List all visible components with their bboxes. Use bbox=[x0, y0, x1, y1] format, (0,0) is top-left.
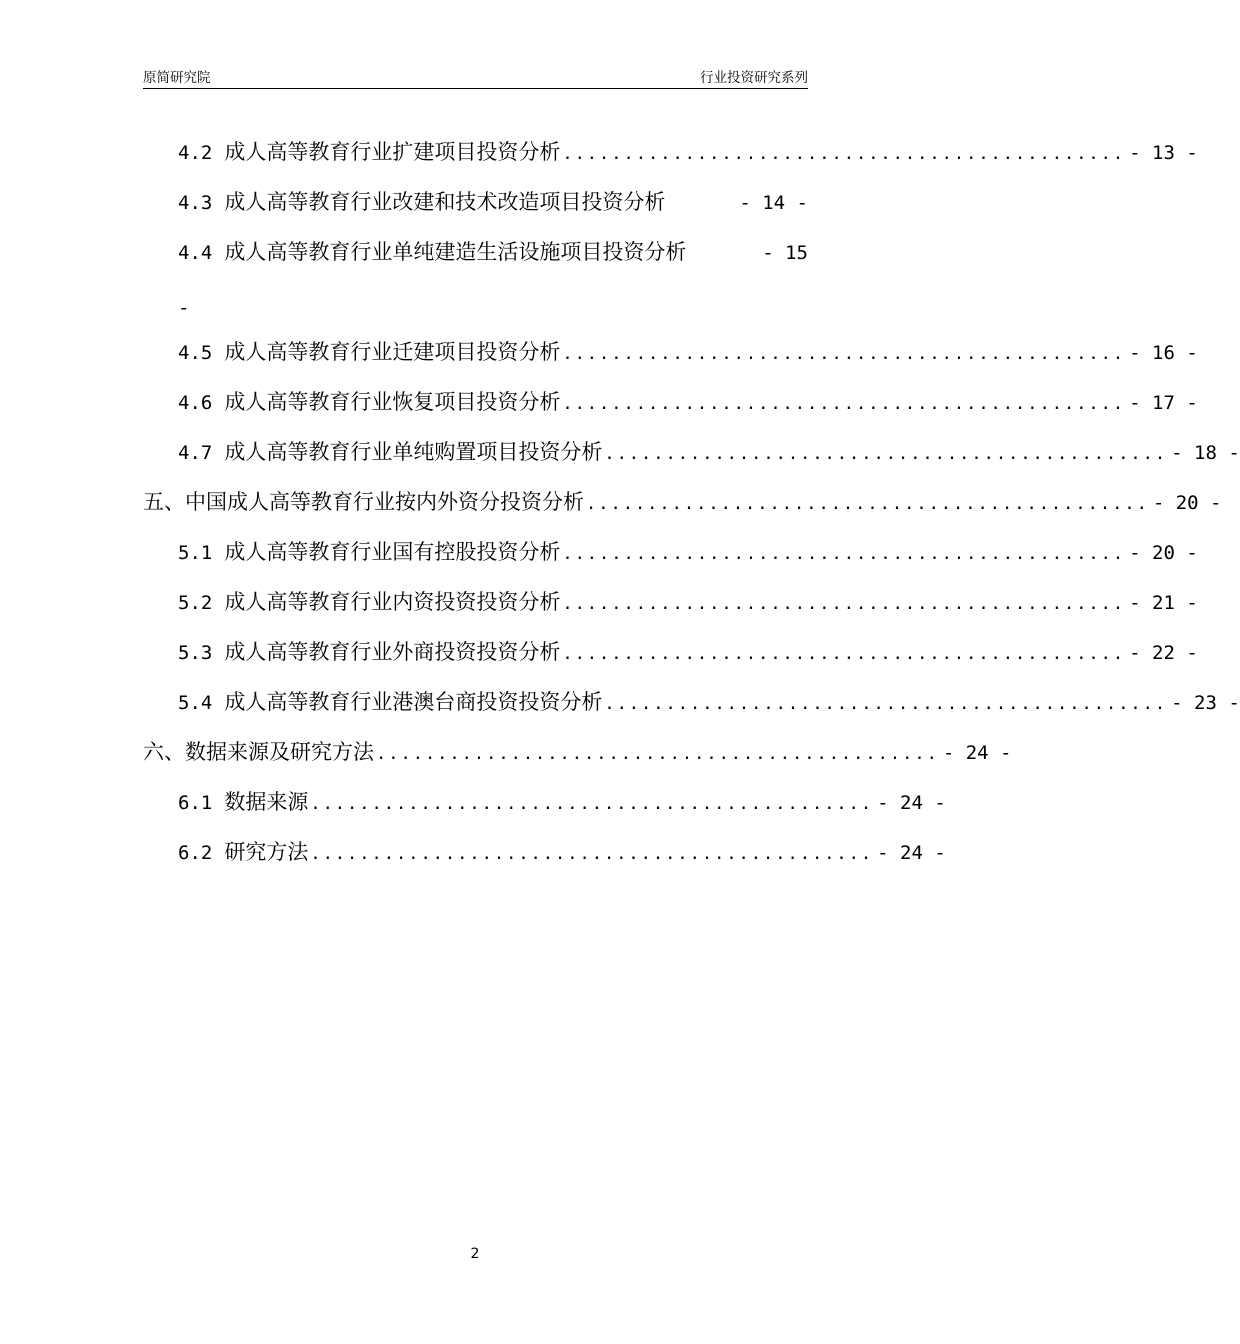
toc-entry-number: 6.1 bbox=[178, 792, 213, 814]
toc-leader-dots: .............................................. bbox=[562, 644, 1126, 664]
toc-entry-4-6[interactable] bbox=[178, 382, 1198, 422]
toc-entry-6-1[interactable] bbox=[178, 782, 946, 822]
toc-entry-title: 成人高等教育行业改建和技术改造项目投资分析 bbox=[224, 190, 666, 214]
toc-leader-dots: .............................................. bbox=[604, 444, 1168, 464]
toc-entry-4-4-continuation: - bbox=[178, 297, 190, 319]
toc-entry-title: 数据来源 bbox=[224, 790, 309, 814]
toc-leader-dots: .............................................. bbox=[562, 544, 1126, 564]
toc-entry-page: - 24 - bbox=[942, 742, 1012, 764]
toc-entry-page: - 16 - bbox=[1129, 342, 1198, 364]
toc-entry-page: - 23 - bbox=[1171, 692, 1240, 714]
header-series: 行业投资研究系列 bbox=[700, 70, 808, 86]
toc-entry-title: 成人高等教育行业单纯购置项目投资分析 bbox=[224, 440, 603, 464]
toc-entry-page: - 17 - bbox=[1129, 392, 1198, 414]
toc-leader-dots: .............................................. bbox=[562, 594, 1126, 614]
toc-entry-4-7[interactable] bbox=[178, 432, 1240, 472]
toc-entry-page: - 21 - bbox=[1129, 592, 1198, 614]
toc-entry-title: 成人高等教育行业恢复项目投资分析 bbox=[224, 390, 561, 414]
toc-entry-title: 研究方法 bbox=[224, 840, 309, 864]
header-publisher: 原简研究院 bbox=[143, 70, 211, 86]
toc-leader-dots: .............................................. bbox=[586, 494, 1149, 514]
toc-leader-dots: .............................................. bbox=[562, 344, 1126, 364]
toc-entry-number: 4.3 bbox=[178, 192, 213, 214]
toc-entry-4-4[interactable] bbox=[178, 232, 808, 272]
toc-leader-dots: .............................................. bbox=[562, 394, 1126, 414]
toc-entry-number: 4.2 bbox=[178, 142, 213, 164]
toc-entry-5-2[interactable] bbox=[178, 582, 1198, 622]
toc-entry-title: 成人高等教育行业扩建项目投资分析 bbox=[224, 140, 561, 164]
toc-entry-5-1[interactable] bbox=[178, 532, 1198, 572]
toc-entry-number: 4.7 bbox=[178, 442, 213, 464]
toc-entry-chapter-6[interactable] bbox=[143, 732, 1012, 772]
toc-entry-title: 成人高等教育行业迁建项目投资分析 bbox=[224, 340, 561, 364]
toc-leader-dots: .............................................. bbox=[562, 144, 1126, 164]
toc-entry-number: 6.2 bbox=[178, 842, 213, 864]
toc-entry-5-4[interactable] bbox=[178, 682, 1240, 722]
toc-entry-title: 成人高等教育行业港澳台商投资投资分析 bbox=[224, 690, 603, 714]
toc-entry-title: 成人高等教育行业外商投资投资分析 bbox=[224, 640, 561, 664]
toc-entry-number: 4.4 bbox=[178, 242, 213, 264]
toc-leader-dots: .............................................. bbox=[310, 794, 874, 814]
toc-entry-chapter-5[interactable] bbox=[143, 482, 1222, 522]
toc-entry-5-3[interactable] bbox=[178, 632, 1198, 672]
page-header bbox=[143, 62, 808, 89]
toc-entry-page: - 20 - bbox=[1152, 492, 1222, 514]
toc-entry-number: 5.3 bbox=[178, 642, 213, 664]
toc-entry-number: 5.4 bbox=[178, 692, 213, 714]
toc-leader-dots: .............................................. bbox=[310, 844, 874, 864]
toc-entry-number: 5.2 bbox=[178, 592, 213, 614]
toc-entry-page: - 22 - bbox=[1129, 642, 1198, 664]
toc-entry-4-5[interactable] bbox=[178, 332, 1198, 372]
toc-entry-6-2[interactable] bbox=[178, 832, 946, 872]
toc-entry-number: 4.6 bbox=[178, 392, 213, 414]
toc-entry-title: 成人高等教育行业内资投资投资分析 bbox=[224, 590, 561, 614]
toc-entry-page: - 24 - bbox=[877, 842, 946, 864]
toc-entry-page: - 15 bbox=[762, 242, 808, 264]
toc-entry-number: 4.5 bbox=[178, 342, 213, 364]
toc-entry-4-2[interactable] bbox=[178, 132, 1198, 172]
toc-entry-title: 成人高等教育行业单纯建造生活设施项目投资分析 bbox=[224, 240, 687, 264]
toc-entry-page: - 24 - bbox=[877, 792, 946, 814]
toc-entry-page: - 13 - bbox=[1129, 142, 1198, 164]
toc-entry-title: 成人高等教育行业国有控股投资分析 bbox=[224, 540, 561, 564]
toc-entry-page: - 20 - bbox=[1129, 542, 1198, 564]
toc-leader-dots: .............................................. bbox=[376, 744, 939, 764]
toc-entry-page: - 14 - bbox=[739, 192, 808, 214]
toc-leader-dots: .............................................. bbox=[604, 694, 1168, 714]
toc-entry-number: 5.1 bbox=[178, 542, 213, 564]
toc-entry-title: 六、数据来源及研究方法 bbox=[143, 740, 374, 764]
toc-entry-4-3[interactable] bbox=[178, 182, 808, 222]
page-number: 2 bbox=[470, 1246, 480, 1262]
toc-entry-page: - 18 - bbox=[1171, 442, 1240, 464]
toc-entry-title: 五、中国成人高等教育行业按内外资分投资分析 bbox=[143, 490, 584, 514]
